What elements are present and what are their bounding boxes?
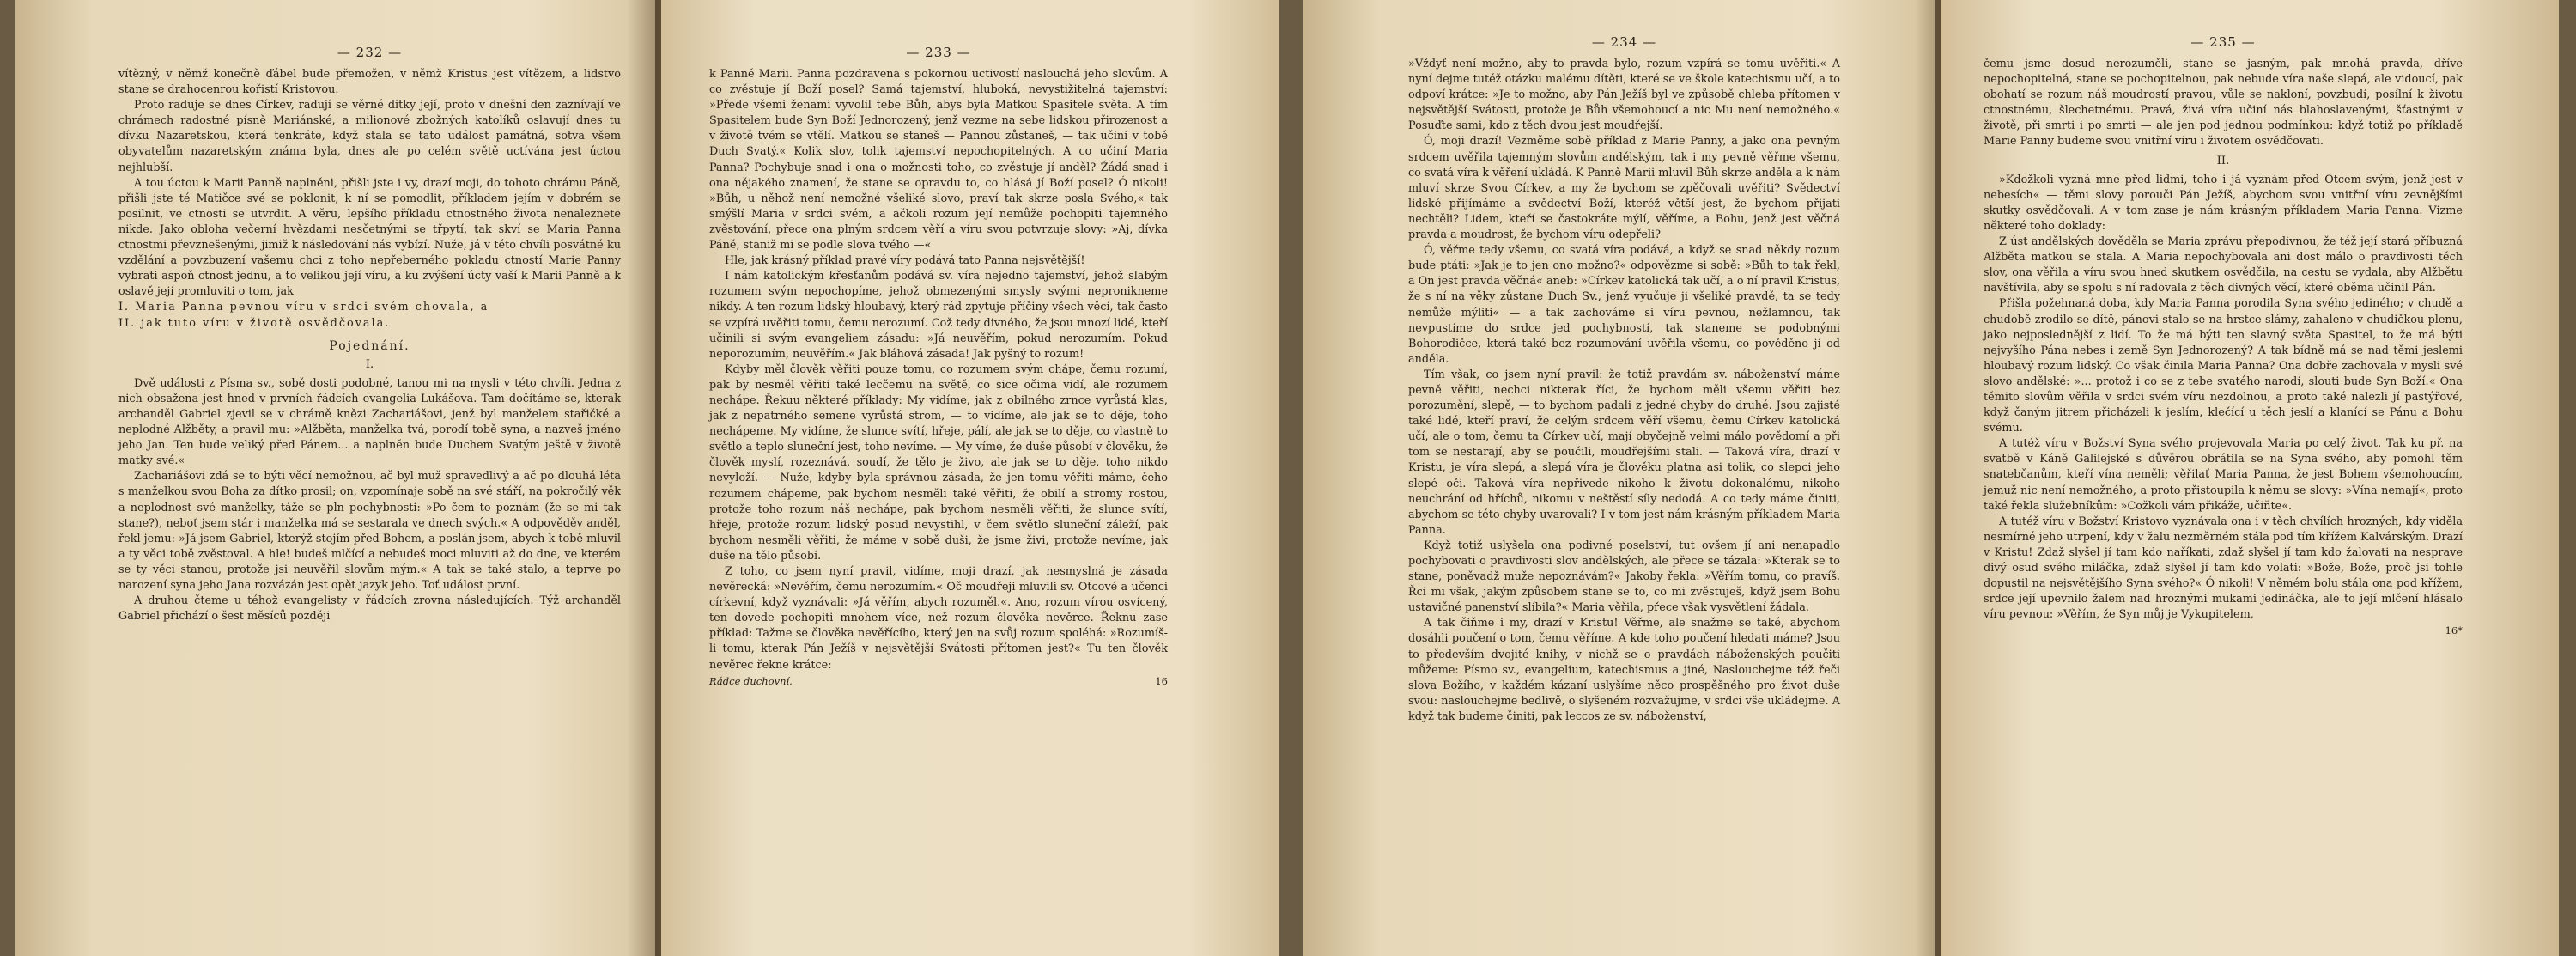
page-number: — 235 — [2190, 34, 2256, 50]
paragraph: Ó, věřme tedy všemu, co svatá víra podává, a když se snad někdy rozum bude ptáti: »Jak je to jen ono možno?« odpovězme si sobě: »Bůh to tak řekl, a On jest pravda věčná« aneb: »Církev katolická tak učí, a o ní pravil Kristus, že s ní na věky zůstane Duch Sv., jenž vyučuje ji všeliké pravdě, ta se tedy nemůže mýliti« — a tak zachováme si víru pevnou, nežlamnou, tak nevpustíme do srdce jed pochybností, tak staneme se podobnými Bohorodičce, která také bez rozumování uvěřila všemu, co pověděno jí od anděla. [1408, 244, 1840, 366]
paragraph: vítězný, v němž konečně ďábel bude přemožen, v němž Kristus jest vítězem, a lidstvo stane se drahocenrou kořistí Kristovou. [118, 68, 621, 97]
section-numeral: I. [365, 357, 374, 371]
paragraph: Tím však, co jsem nyní pravil: že totiž pravdám sv. náboženství máme pevně věřiti, nechci nikterak říci, že bychom měli všemu věřiti bez porozumění, slepě, — to bychom padali z jedné chyby do druhé. Jsou zajisté také lidé, kteří praví, že celým srdcem věří všemu, čemu Církev katolická učí, ale o tom, čemu ta Církev učí, mají obyčejně velmi málo povědomí a při tom se nestarají, aby se poučili, moudřejšími stali. — Taková víra, drazí v Kristu, je víra slepá, a slepá víra je člověku platna asi tolik, co slepci jeho slepé oči. Taková víra nepřivede nikoho k životu dokonalému, nikoho neuchrání od hříchů, nikomu v neštěstí síly nedodá. A co tedy máme činiti, abychom se této chyby uvarovali? I v tom jest nám krásným příkladem Maria Panna. [1408, 368, 1840, 537]
paragraph: II. jak tuto víru v životě osvědčovala. [118, 316, 391, 330]
signature-mark: Rádce duchovní. [709, 674, 793, 687]
page-footer [709, 675, 1168, 687]
page-footer [1984, 624, 2463, 636]
page-number: — 234 — [1591, 34, 1657, 50]
paragraph: I. Maria Panna pevnou víru v srdci svém chovala, a [118, 301, 489, 314]
paragraph: Z toho, co jsem nyní pravil, vidíme, moji drazí, jak nesmyslná je zásada nevěrecká: »Nevěřím, čemu nerozumím.« Oč moudřeji mluvili sv. Otcové a učenci církevní, když vyznávali: »Já věřím, abych rozuměl.«. Ano, rozum vírou osvícený, ten dovede pochopiti mnohem více, než rozum člověka nevěrce. Řeknu zase příklad: Tažme se člověka nevěřícího, který jen na svůj rozum spoléhá: »Rozumíš-li tomu, kterak Pán Ježíš v nejsvětější Svátosti přítomen jest?« Tu ten člověk nevěrec řekne krátce: [709, 565, 1168, 672]
page-text [709, 67, 1168, 673]
paragraph: Přišla požehnaná doba, kdy Maria Panna porodila Syna svého jediného; v chudě a chudobě zrodilo se dítě, pánovi stalo se na hrstce slámy, zahaleno v chudičkou plenu, jako nejposlednější z lidí. To že má býti ten slavný světa Spasitel, to že má býti nejvyšího Pána nebes i země Syn Jednorozený? A tak bídně má se nad těmi jeslemi hloubavý rozum lidský. Co však činila Maria Panna? Ona dobře zachovala v mysli své slovo andělské: »... protož i co se z tebe svatého narodí, slouti bude Syn Boží.« Ona těmito slovům věřila v srdci svém víru nezdolnou, a proto také nalezli jí pastýřové, když čaným jitrem přicházeli k jeslím, klečící u těch jeslí a klanící se Pánu a Bohu svému. [1984, 297, 2463, 435]
paragraph: A tutéž víru v Božství Kristovo vyznávala ona i v těch chvílích hrozných, kdy viděla nesmírné jeho utrpení, kdy v žalu nezměrném stála pod tím křížem Kalvárským. Drazí v Kristu! Zdaž slyšel jí tam kdo naříkati, zdaž slyšel jí tam kdo žalovati na nesprave divý osud svého miláčka, zdaž slyšel jí tam kdo volati: »Bože, Bože, proč jsi tohle dopustil na nejsvětějšího Syna svého?« Ó nikoli! V němém bolu stála ona pod křížem, srdce její upevnilo žalem nad hroznými mukami jedináčka, ale to její mlčení hlásalo víru pevnou: »Věřím, že Syn můj je Vykupitelem, [1984, 515, 2463, 622]
page-number: — 232 — [337, 45, 403, 60]
page-234 [1303, 0, 1935, 956]
paragraph: k Panně Marii. Panna pozdravena s pokornou uctivostí naslouchá jeho slovům. A co zvěstuje jí Boží posel? Samá tajemství, hluboká, nevystižitelná tajemství: »Přede všemi ženami vyvolil tebe Bůh, abys byla Matkou Spasitele světa. A tím Spasitelem bude Syn Boží Jednorozený, jenž vezme na sebe lidskou přirozenost a v životě tvém se vtělí. Matkou se staneš — Pannou zůstaneš, — tak učiní v tobě Duch Svatý.« Kolik slov, tolik tajemství nepochopitelných. A co učiní Maria Panna? Pochybuje snad i ona o možnosti toho, co zvěstuje jí anděl? Žádá snad i ona nějakého znamení, že stane se opravdu to, co hlásá jí Boží posel? Ó nikoli! »Bůh, u něhož není nemožné všeliké slovo, praví tak skrze posla Svého,« tak smýšlí Maria v srdci svém, a ačkoli rozum její nemůže pochopiti tajemného zvěstování, přece ona plným srdcem věří a víru svou potvrzuje slovy: »Aj, dívka Páně, staniž mi se podle slova tvého —« [709, 68, 1168, 253]
paragraph: A tou úctou k Marii Panně naplněni, přišli jste i vy, drazí moji, do tohoto chrámu Páně, přišli jste té Matičce své se poklonit, k ní se pomodlit, příkladem jejím v dobrém se posilnit, ve ctnosti se utvrdit. A věru, lepšího příkladu ctnostného života nenaleznete nikde. Jako obloha večerní hvězdami nesčetnými se třpytí, tak skví se Maria Panna ctnostmi převznešenými, jimiž k následování nás vybízí. Nuže, já v této chvíli posvátné ku vzdělání a povzbuzení vašemu chci z toho nepřeberného pokladu ctností Marie Panny vybrati aspoň ctnost jednu, a to velikou její víru, a ku zvýšení úcty vaší k Marii Panně a k oslavě její promluviti o tom, jak [118, 176, 621, 299]
paragraph: A tutéž víru v Božství Syna svého projevovala Maria po celý život. Tak ku př. na svatbě v Káně Galilejské s důvěrou obrátila se na Syna svého, aby pomohl těm snatebčanům, kteří vína neměli; věřilať Maria Panna, že jest Bohem všemohoucím, jemuž nic není nemožného, a proto přistoupila k němu se slovy: »Vína nemají«, proto také řekla služebníkům: »Cožkoli vám přikáže, učiňte«. [1984, 437, 2463, 513]
paragraph: Ó, moji drazí! Vezměme sobě příklad z Marie Panny, a jako ona pevným srdcem uvěřila tajemným slovům andělským, tak i my pevně věřme všemu, co svatá víra k věření ukládá. K Panně Marii mluvil Bůh skrze anděla a k nám mluví skrze Svou Církev, a my že bychom se zpěčovali uvěřiti? Svědectví lidské přijímáme a svědectví Boží, kteréž větší jest, že bychom přijati nechtěli? Lidem, kteří se častokráte mýlí, věříme, a Bohu, jenž jest věčná pravda a moudrost, že bychom víru odepřeli? [1408, 135, 1840, 242]
page-text [1984, 57, 2463, 623]
page-232 [15, 0, 655, 956]
page-text [1408, 57, 1840, 725]
paragraph: Hle, jak krásný příklad pravé víry podává tato Panna nejsvětější! [725, 254, 1085, 268]
page-235 [1941, 0, 2559, 956]
paragraph: »Kdožkoli vyzná mne před lidmi, toho i já vyznám před Otcem svým, jenž jest v nebesích« — těmi slovy porouči Pán Ježíš, abychom svou vnitřní víru zevnějšími skutky osvědčovali. A v tom zase je nám krásným příkladem Maria Panna. Vizme některé toho doklady: [1984, 173, 2463, 233]
section-heading: Pojednání. [329, 338, 410, 353]
section-numeral: II. [2216, 154, 2230, 167]
paragraph: Zachariášovi zdá se to býti věcí nemožnou, ač byl muž spravedlivý a ač po dlouhá léta s manželkou svou Boha za dítko prosil; on, vzpomínaje sobě na své stáří, na pokročilý věk a neplodnost své manželky, táže se pln pochybnosti: »Po čem to poznám (že se mi tak stane?), neboť jsem stár i manželka má se sestarala ve dnech svých.« A odpověděv anděl, řekl jemu: »Já jsem Gabriel, kterýž stojím před Bohem, a poslán jsem, abych k tobě mluvil a ty věci tobě zvěstoval. A hle! budeš mlčící a nebudeš moci mluviti až do dne, ve kterém se ty věci stanou, protože jsi neuvěřil slovům mým.« A tak se také stalo, a teprve po narození syna jeho Jana rozvázán jest opět jazyk jeho. Toť událost první. [118, 470, 621, 592]
page-text [118, 67, 621, 624]
paragraph: Dvě události z Písma sv., sobě dosti podobné, tanou mi na mysli v této chvíli. Jedna z nich obsažena jest hned v prvních řádcích evangelia Lukášova. Tam dočítáme se, kterak archanděl Gabriel zjevil se v chrámě knězi Zachariášovi, jenž byl manželem stařičké a neplodné Alžběty, a pravil mu: »Alžběta, manželka tvá, porodí tobě syna, a nazveš jméno jeho Jan. Ten bude veliký před Pánem... a naplněn bude Duchem Svatým ještě v životě matky své.« [118, 376, 621, 468]
paragraph: I nám katolickým křesťanům podává sv. víra nejedno tajemství, jehož slabým rozumem svým nepochopíme, jehož obmezenými smysly svými neproniknemе nikdy. A ten rozum lidský hloubavý, který rád zpytuje příčiny všech věcí, tak často se vzpírá uvěřiti tomu, čemu nerozumí. Což tedy divného, že jsou mnozí lidé, kteří učinili si svým evangeliem zásadu: »Já neuvěřím, pokud nerozumím. Pokud neporozumím, neuvěřím.« Jak bláhová zásada! Jak pyšný to rozum! [709, 270, 1168, 361]
paragraph: A druhou čteme u téhož evangelisty v řádcích zrovna následujících. Týž archanděl Gabriel přichází o šest měsíců později [118, 594, 621, 624]
right-book-spread [1288, 0, 2576, 956]
paragraph: Kdyby měl člověk věřiti pouze tomu, co rozumem svým chápe, čemu rozumí, pak by nesměl věřiti také lecčemu na světě, co sice očima vidí, ale rozumem nechápe. Řekuu některé příklady: My vidíme, jak z obilného zrnce vyrůstá klas, jak z nepatrného semene vyrůstá strom, — to vidíme, ale jak se to děje, toho nechápeme. My vidíme, že slunce svítí, hřeje, pálí, ale jak se to děje, co vlastně to světlo a teplo sluneční jest, toho nevíme. — My víme, že duše působí v člověku, že člověk myslí, rozeznává, soudí, že tělo je živo, ale jak se to děje, toho nikdo nevyloží. — Nuže, kdyby byla správnou zásada, že jen tomu věřiti máme, čeho rozumem chápeme, pak bychom nesměli také věřiti, že obilí a stromy rostou, protože toho rozum náš nechápe, pak bychom nesměli věřiti, že slunce svítí, hřeje, protože rozum lidský posud nevystihl, v čem světlo sluneční záleží, pak bychom nesměli věřiti, že máme v sobě duši, že jsme živi, protože nevíme, jak duše na tělo působí. [709, 362, 1168, 563]
paragraph: Z úst andělských dověděla se Maria zprávu přepodivnou, že též její stará příbuzná Alžběta matkou se stala. A Maria nepochybovala ani dost málo o pravdivosti těch slov, ona věřila a víru svou hned skutkem osvědčila, na cestu se vydala, aby Alžbětu navštívila, aby se spolu s ní radovala z těch divných věcí, které oběma učinil Pán. [1984, 235, 2463, 295]
page-number: — 233 — [906, 45, 971, 60]
paragraph: »Vždyť není možno, aby to pravda bylo, rozum vzpírá se tomu uvěřiti.« A nyní dejme tutéž otázku malému dítěti, které se ve škole katechismu učí, a to odpoví krátce: »Je to možno, aby Pán Ježíš byl ve způsobě chleba přítomen v nejsvětější Svátosti, protože je Bůh všemohoucí a nic Mu není nemožného.« Posuďte sami, kdo z těch dvou jest moudřejší. [1408, 58, 1840, 133]
page-233 [661, 0, 1279, 956]
sheet-number: 16 [1155, 674, 1168, 687]
sheet-number: 16* [2445, 624, 2463, 637]
paragraph: Když totiž uslyšela ona podivné poselství, tut ovšem jí ani nenapadlo pochybovati o pravdivosti slov andělských, ale přece se tázala: »Kterak se to stane, poněvadž muže nepoznávám?« Jakoby řekla: »Věřím tomu, co pravíš. Řci mi však, jakým způsobem stane se to, co mi zvěstuješ, když jsem Bohu ustavičné panenství slíbila?« Maria věřila, přece však vysvětlení žádala. [1408, 539, 1840, 615]
paragraph: čemu jsme dosud nerozuměli, stane se jasným, pak mnohá pravda, dříve nepochopitelná, stane se pochopitelnou, pak nebude víra naše slepá, ale vidoucí, pak obohatí se rozum náš moudrostí pravou, vůle se nakloní, povzbudí, posílní k životu ctnostnému, šlechetnému. Pravá, živá víra učiní nás blahoslavenými, šťastnými v životě, při smrti i po smrti — ale jen pod jednou podmínkou: když totiž po příkladě Marie Panny budeme svou vnitřní víru i životem osvědčovati. [1984, 58, 2463, 149]
paragraph: Proto raduje se dnes Církev, radují se věrné dítky její, proto v dnešní den zaznívají ve chrámech radostné písně Mariánské, a milionové zbožných katolíků oslavují dnes tu dívku Nazaretskou, která tenkráte, když stala se tato událost památná, sotva všem obyvatelům nazaretským známa byla, dnes ale po celém světě uctívána jest úctou nejhlubší. [118, 99, 621, 174]
paragraph: A tak čiňme i my, drazí v Kristu! Věřme, ale snažme se také, abychom dosáhli poučení o tom, čemu věříme. A kde toho poučení hledati máme? Jsou to především dvojité knihy, v nichž se o pravdách náboženských poučiti můžeme: Písmo sv., evangelium, katechismus a jiné, Naslouchejme též řeči slova Božího, v každém kázaní uslyšíme něco prospěšného pro život duše svou: naslouchejme bedlivě, o slyšeném rozvažujme, v srdci vše ukládejme. A když tak budeme činiti, pak leccos ze sv. náboženství, [1408, 617, 1840, 723]
